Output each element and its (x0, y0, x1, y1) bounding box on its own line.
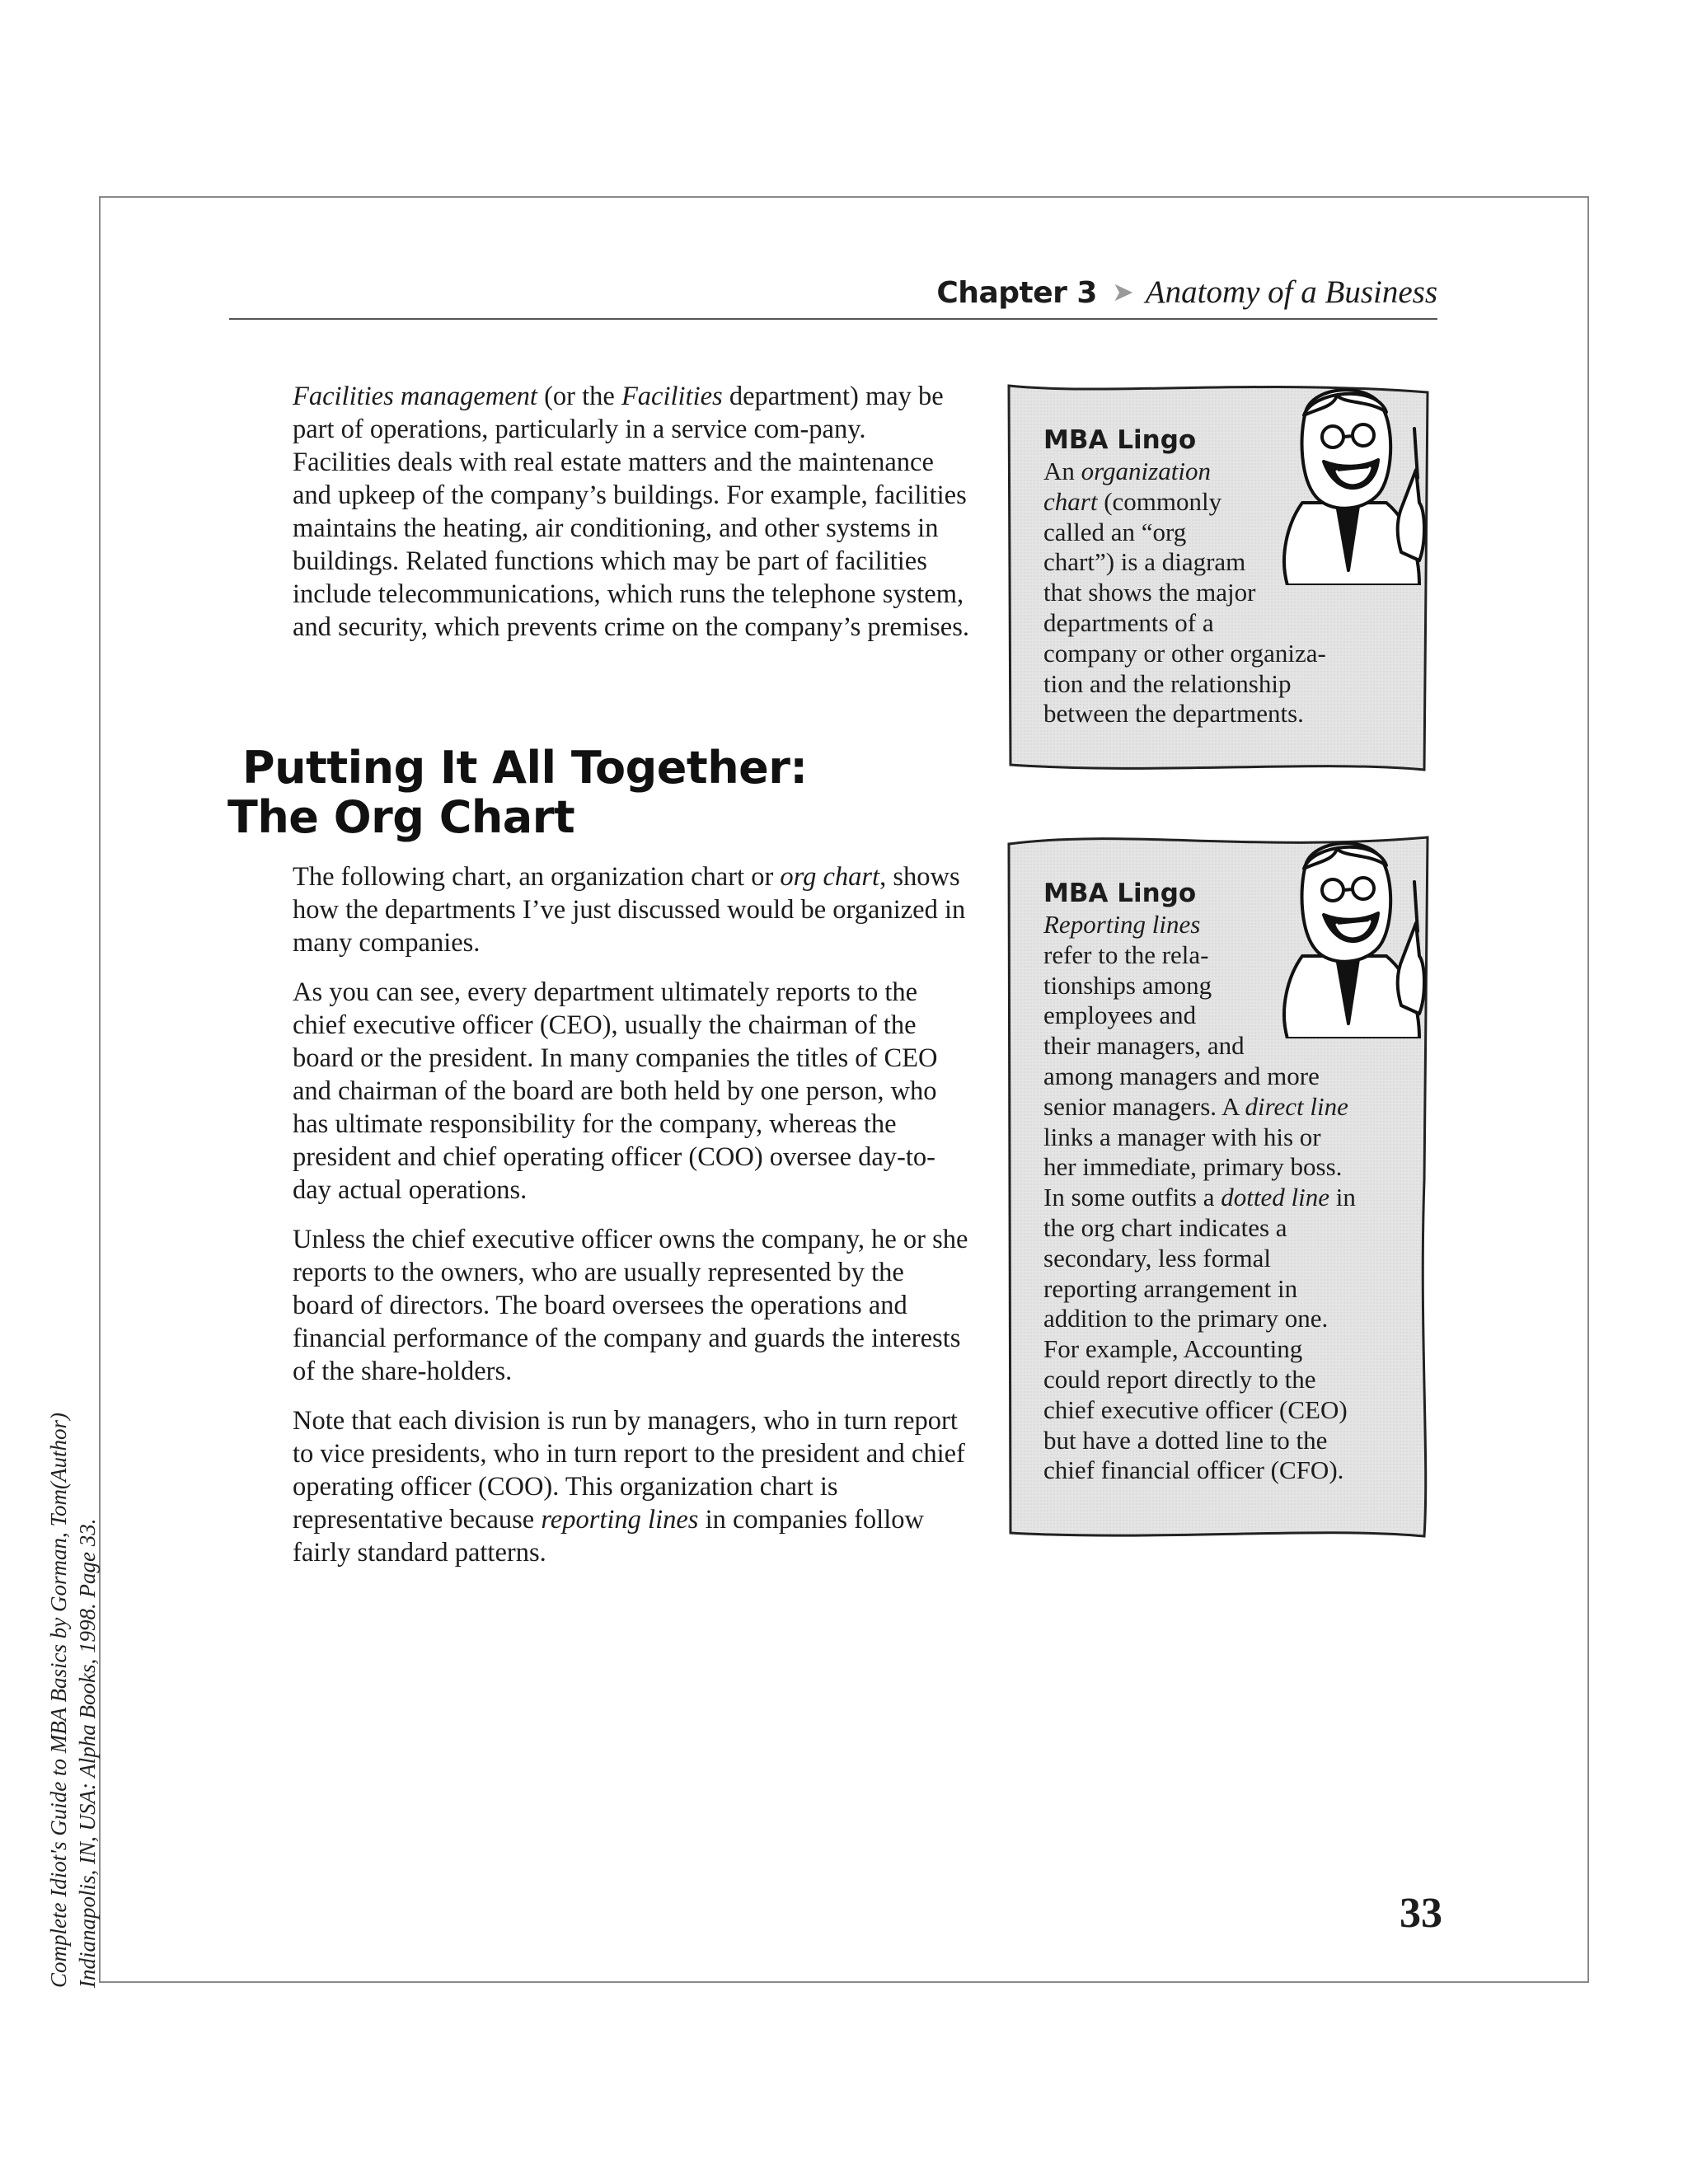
text-run: in (1329, 1183, 1356, 1212)
text-run: between the departments. (1043, 699, 1304, 729)
sidebar-line (1043, 1244, 1356, 1274)
sidebar-term: Reporting lines (1043, 910, 1201, 939)
section-heading (227, 743, 969, 842)
text-run: links a manager with his or (1043, 1122, 1321, 1151)
sidebar-title: MBA Lingo (1043, 879, 1197, 908)
org-paragraph-3: Unless the chief executive officer owns the company, he or she reports to the owners, who are usually represented by the board of directors. The board oversees the operations and financial performance of the company and guards the interests of the share-holders. (293, 1225, 968, 1386)
org-paragraph-2: As you can see, every department ultimately reports to the chief executive officer (CEO), usually the chairman of the board or the president. In many companies the titles of CEO and chairman of the board are both held by one person, who has ultimate responsibility for the company, whereas the president and chief operating officer (COO) oversee day-to-day actual operations. (293, 977, 938, 1205)
citation-line-2: Indianapolis, IN, USA: Alpha Books, 1998. Page 33. (75, 1518, 100, 1988)
sidebar-line (1043, 1274, 1356, 1305)
text-run: departments of a (1043, 607, 1214, 637)
sidebar-mba-lingo-reporting-lines (1007, 834, 1429, 1541)
sidebar-line (1043, 578, 1326, 608)
text-run: secondary, less formal (1043, 1243, 1272, 1272)
text-run: The following chart, an organization chart or (293, 862, 781, 892)
sidebar-line (1043, 669, 1326, 700)
text-run: addition to the primary one. (1043, 1304, 1329, 1333)
term-org-chart: org chart (780, 862, 880, 892)
text-run: the org chart indicates a (1043, 1212, 1287, 1242)
sidebar-mba-lingo-org-chart (1007, 384, 1429, 773)
sidebar-line (1043, 910, 1356, 940)
text-run: in companies follow fairly standard patterns. (293, 1505, 924, 1568)
chapter-label: Chapter 3 (936, 276, 1097, 310)
sidebar-line (1043, 487, 1326, 518)
org-paragraph-4 (293, 1404, 970, 1569)
sidebar-term: dotted line (1221, 1183, 1329, 1212)
text-run: (commonly (1097, 486, 1222, 516)
sidebar-line (1043, 639, 1326, 669)
citation-line-1: Complete Idiot's Guide to MBA Basics by Gorman, Tom(Author) (46, 1413, 71, 1988)
sidebar-body (1043, 877, 1356, 1486)
text-run: company or other organiza- (1043, 638, 1326, 668)
sidebar-line (1043, 608, 1326, 639)
org-chart-paragraphs (293, 860, 970, 1586)
sidebar-line (1043, 1152, 1356, 1183)
side-citation (45, 1378, 119, 1988)
text-run: An (1043, 457, 1081, 485)
sidebar-line (1043, 1426, 1356, 1456)
sidebar-term: direct line (1245, 1091, 1348, 1121)
sidebar-text (1043, 910, 1356, 1486)
sidebar-line (1043, 1092, 1356, 1122)
text-run: that shows the major (1043, 578, 1256, 607)
sidebar-line (1043, 547, 1326, 578)
sidebar-line (1043, 1334, 1356, 1365)
facilities-paragraph-text (293, 380, 970, 644)
chevron-arrow-icon: ➤ (1111, 276, 1134, 307)
sidebar-line (1043, 518, 1326, 548)
term-facilities: Facilities (621, 382, 723, 411)
sidebar-term: chart (1043, 486, 1098, 516)
page-number: 33 (1400, 1890, 1442, 1937)
text-run: chart”) is a diagram (1043, 547, 1246, 577)
sidebar-line (1043, 1455, 1356, 1486)
sidebar-line (1043, 1062, 1356, 1092)
sidebar-body (1043, 424, 1326, 729)
sidebar-line (1043, 971, 1356, 1001)
sidebar-line (1043, 1304, 1356, 1334)
text-run: tion and the relationship (1043, 668, 1292, 698)
sidebar-term: organization (1081, 457, 1211, 485)
org-paragraph-1 (293, 860, 970, 959)
section-heading-line-1: Putting It All Together: (242, 742, 808, 794)
text-run: In some outfits a (1043, 1183, 1221, 1212)
text-run: department) may be part of operations, particularly in a service com-pany. Facilities deals with real estate matters and the maintenance and upkeep of the company’s buildings. For example, facilities maintains the heating, air conditioning, and other systems in buildings. Related functions which may be part of facilities include telecommunications, which runs the telephone system, and security, which prevents crime on the company’s premises. (293, 382, 969, 642)
sidebar-line (1043, 699, 1326, 729)
text-run: their managers, and (1043, 1031, 1245, 1061)
sidebar-line (1043, 1213, 1356, 1244)
sidebar-title: MBA Lingo (1043, 425, 1197, 455)
text-run: chief executive officer (CEO) (1043, 1394, 1348, 1424)
text-run: employees and (1043, 1001, 1197, 1030)
text-run: could report directly to the (1043, 1364, 1316, 1394)
sidebar-line (1043, 940, 1356, 971)
sidebar-text (1043, 457, 1326, 729)
text-run: reporting arrangement in (1043, 1273, 1298, 1303)
text-run: called an “org (1043, 517, 1187, 546)
sidebar-line (1043, 1365, 1356, 1395)
term-facilities-management: Facilities management (293, 382, 537, 411)
text-run: refer to the rela- (1043, 940, 1209, 969)
sidebar-line (1043, 1001, 1356, 1031)
text-run: her immediate, primary boss. (1043, 1152, 1343, 1182)
text-run: (or the (537, 382, 621, 411)
text-run: tionships among (1043, 970, 1212, 1000)
facilities-paragraph (293, 380, 970, 644)
text-run: For example, Accounting (1043, 1334, 1303, 1364)
text-run: among managers and more (1043, 1061, 1320, 1090)
text-run: chief financial officer (CFO). (1043, 1455, 1344, 1485)
text-run: but have a dotted line to the (1043, 1425, 1328, 1455)
term-reporting-lines: reporting lines (541, 1505, 699, 1535)
sidebar-line (1043, 1395, 1356, 1426)
running-head (229, 265, 1437, 320)
text-run: , shows how the departments I’ve just discussed would be organized in many companies. (293, 862, 966, 958)
section-heading-line-2: The Org Chart (227, 791, 575, 843)
sidebar-line (1043, 457, 1326, 487)
sidebar-line (1043, 1183, 1356, 1213)
chapter-title: Anatomy of a Business (1145, 274, 1437, 310)
text-run: senior managers. A (1043, 1091, 1245, 1121)
text-run: Note that each division is run by managers, who in turn report to vice presidents, who in turn report to the president and chief operating officer (COO). This organization chart is representative because (293, 1406, 965, 1535)
sidebar-line (1043, 1031, 1356, 1062)
sidebar-line (1043, 1122, 1356, 1153)
